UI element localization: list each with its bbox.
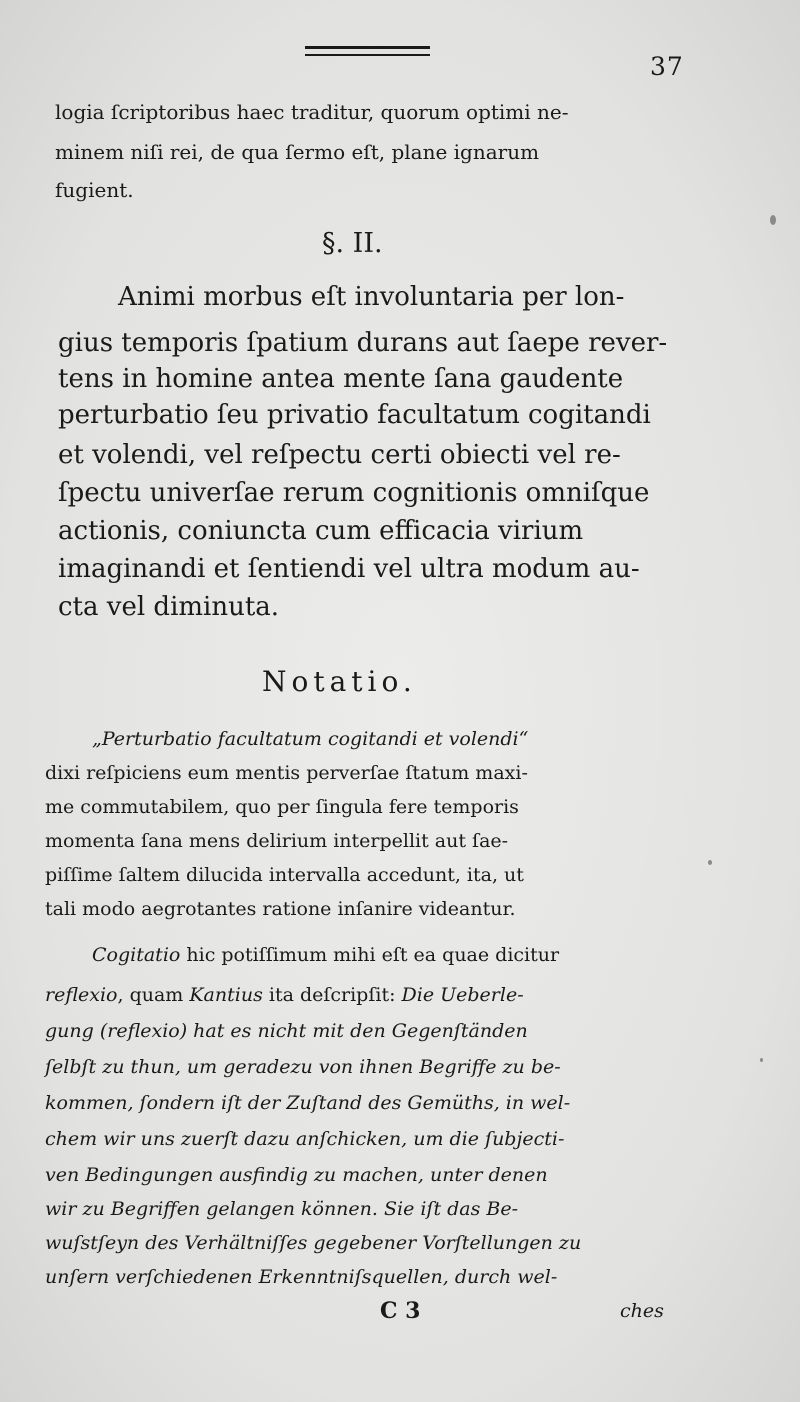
italic-term: Kantius — [189, 984, 263, 1006]
definition-line: cta vel diminuta. — [58, 592, 280, 622]
text-line: fugient. — [55, 178, 134, 202]
definition-line: perturbatio ſeu privatio facultatum cogitandi — [58, 400, 651, 430]
definition-line: gius temporis ſpatium durans aut ſaepe rever- — [58, 328, 668, 358]
section-heading: §. II. — [322, 228, 383, 259]
header-rule — [305, 46, 430, 56]
page-number: 37 — [650, 52, 684, 81]
line-text: hic potiſſimum mihi eſt ea quae dicitur — [180, 944, 560, 966]
line-text: , quam — [117, 984, 190, 1006]
definition-line: Animi morbus eſt involuntaria per lon- — [118, 282, 625, 312]
notatio-line: momenta ſana mens delirium interpellit aut ſae- — [45, 830, 509, 852]
cogitatio-line: chem wir uns zuerſt dazu anſchicken, um die ſubjecti- — [45, 1128, 565, 1150]
definition-line: ſpectu univerſae rerum cognitionis omniſque — [58, 478, 650, 508]
text-line: minem niſi rei, de qua ſermo eſt, plane ignarum — [55, 140, 540, 164]
cogitatio-line — [45, 984, 524, 1006]
paper-speck — [760, 1058, 763, 1062]
cogitatio-line: kommen, ſondern iſt der Zuſtand des Gemüths, in wel- — [45, 1092, 571, 1114]
notatio-line: dixi reſpiciens eum mentis perverſae ſtatum maxi- — [45, 762, 528, 784]
cogitatio-line: unſern verſchiedenen Erkenntniſsquellen, durch wel- — [45, 1266, 558, 1288]
definition-line: actionis, coniuncta cum efficacia virium — [58, 516, 584, 546]
definition-line: et volendi, vel reſpectu certi obiecti vel re- — [58, 440, 621, 470]
italic-term: reflexio — [45, 984, 118, 1006]
italic-term: Die Ueberle- — [401, 984, 524, 1006]
notatio-line: tali modo aegrotantes ratione inſanire videantur. — [45, 898, 516, 920]
cogitatio-line: wir zu Begriffen gelangen können. Sie iſt das Be- — [45, 1198, 519, 1220]
text-line: logia ſcriptoribus haec traditur, quorum optimi ne- — [55, 100, 569, 124]
paper-speck — [770, 215, 776, 225]
notatio-heading: Notatio. — [262, 665, 417, 698]
paper-speck — [708, 860, 712, 865]
cogitatio-line: wuſstſeyn des Verhältniſſes gegebener Vorſtellungen zu — [45, 1232, 582, 1254]
notatio-line: „Perturbatio facultatum cogitandi et volendi“ — [92, 728, 529, 750]
line-text: ita deſcripſit: — [262, 984, 402, 1006]
signature-mark: C 3 — [380, 1298, 421, 1324]
notatio-line: piſſime ſaltem dilucida intervalla accedunt, ita, ut — [45, 864, 524, 886]
cogitatio-line: ven Bedingungen ausfindig zu machen, unter denen — [45, 1164, 548, 1186]
cogitatio-line — [92, 944, 559, 966]
definition-line: tens in homine antea mente ſana gaudente — [58, 364, 624, 394]
notatio-line: me commutabilem, quo per ſingula fere temporis — [45, 796, 519, 818]
italic-term: Cogitatio — [92, 944, 181, 966]
cogitatio-line: gung (reflexio) hat es nicht mit den Gegenſtänden — [45, 1020, 528, 1042]
definition-line: imaginandi et ſentiendi vel ultra modum au- — [58, 554, 640, 584]
catchword: ches — [620, 1300, 664, 1322]
cogitatio-line: ſelbſt zu thun, um geradezu von ihnen Begriffe zu be- — [45, 1056, 561, 1078]
